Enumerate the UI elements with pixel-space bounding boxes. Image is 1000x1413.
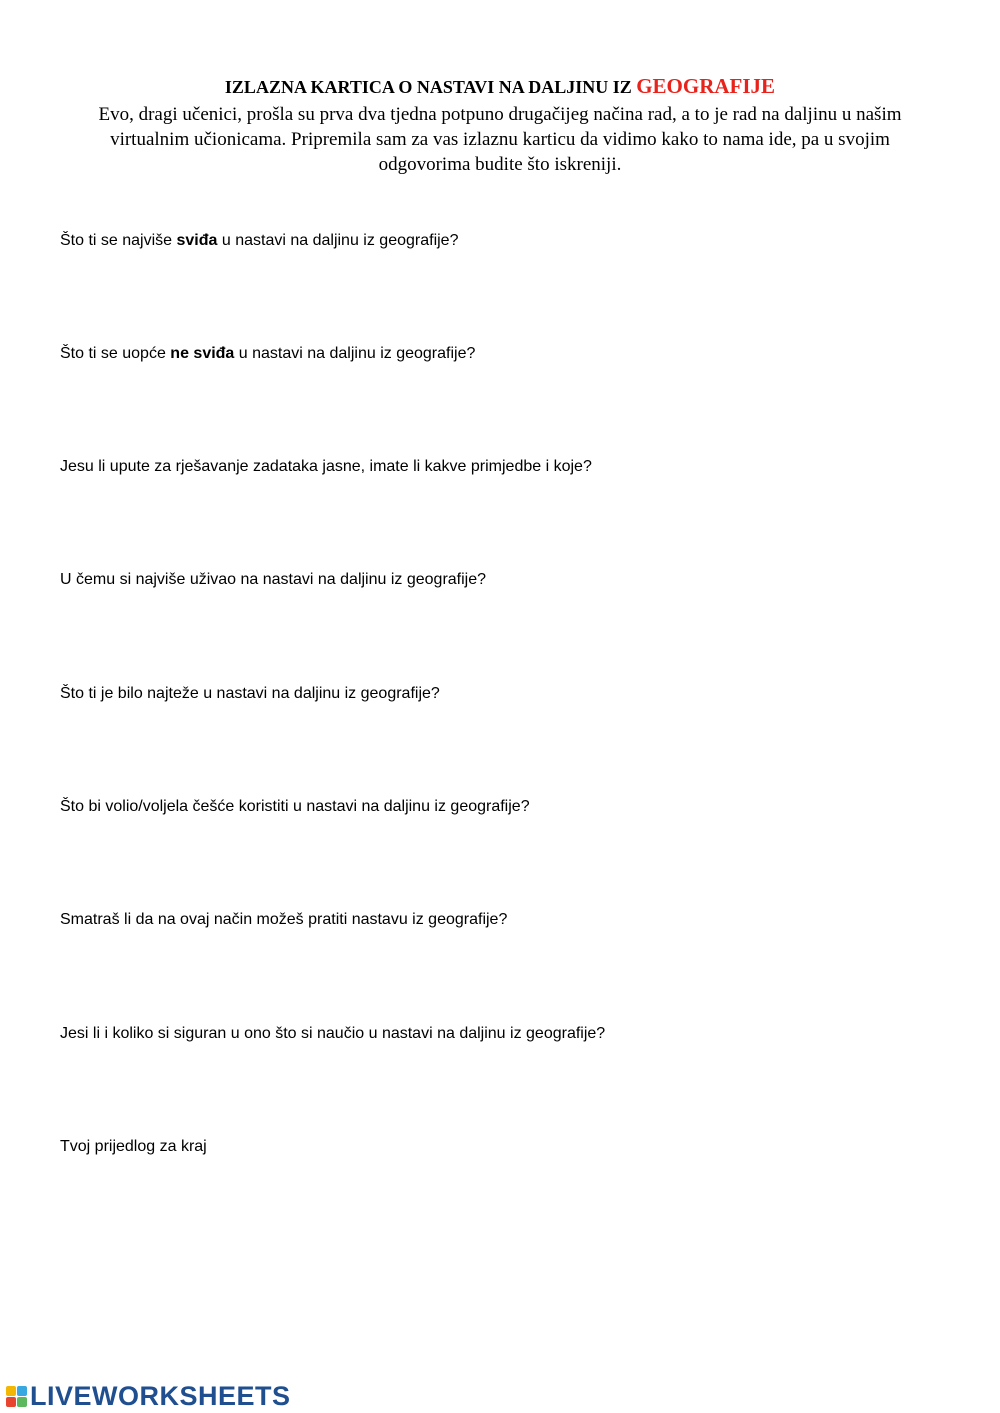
question-7: Smatraš li da na ovaj način možeš pratiti nastavu iz geografije?: [60, 911, 508, 928]
question-8: Jesi li i koliko si siguran u ono što si naučio u nastavi na daljinu iz geografije?: [60, 1025, 606, 1042]
liveworksheets-logo: [6, 1379, 291, 1413]
question-4: U čemu si najviše uživao na nastavi na daljinu iz geografije?: [60, 571, 487, 588]
question-5: Što ti je bilo najteže u nastavi na daljinu iz geografije?: [60, 685, 440, 702]
logo-square-yellow: [6, 1386, 16, 1396]
question-6: Što bi volio/voljela češće koristiti u nastavi na daljinu iz geografije?: [60, 798, 530, 815]
worksheet-title: [0, 72, 1000, 101]
question-9: Tvoj prijedlog za kraj: [60, 1138, 207, 1155]
question-1: [60, 231, 458, 251]
intro-paragraph: Evo, dragi učenici, prošla su prva dva tjedna potpuno drugačijeg načina rad, a to je rad na daljinu u našim virtualnim učionicama. Pripremila sam za vas izlaznu karticu da vidimo kako to nama ide, pa u svojim odgovorima budite što iskreniji.: [98, 104, 902, 175]
liveworksheets-logo-icon: [6, 1386, 27, 1407]
question-2-emphasis: ne sviđa: [170, 345, 235, 362]
logo-square-green: [17, 1397, 27, 1407]
question-2: [60, 344, 475, 364]
logo-square-blue: [17, 1386, 27, 1396]
logo-square-red: [6, 1397, 16, 1407]
question-2-text-after: u nastavi na daljinu iz geografije?: [234, 345, 476, 362]
question-1-emphasis: sviđa: [176, 232, 218, 249]
question-1-text-after: u nastavi na daljinu iz geografije?: [217, 232, 459, 249]
question-1-text-before: Što ti se najviše: [60, 232, 177, 249]
question-3: Jesu li upute za rješavanje zadataka jasne, imate li kakve primjedbe i koje?: [60, 458, 592, 475]
worksheet-title-prefix: IZLAZNA KARTICA O NASTAVI NA DALJINU IZ: [224, 77, 637, 98]
question-2-text-before: Što ti se uopće: [60, 345, 171, 362]
liveworksheets-logo-text: LIVEWORKSHEETS: [30, 1381, 291, 1411]
worksheet-title-subject: GEOGRAFIJE: [636, 74, 776, 99]
